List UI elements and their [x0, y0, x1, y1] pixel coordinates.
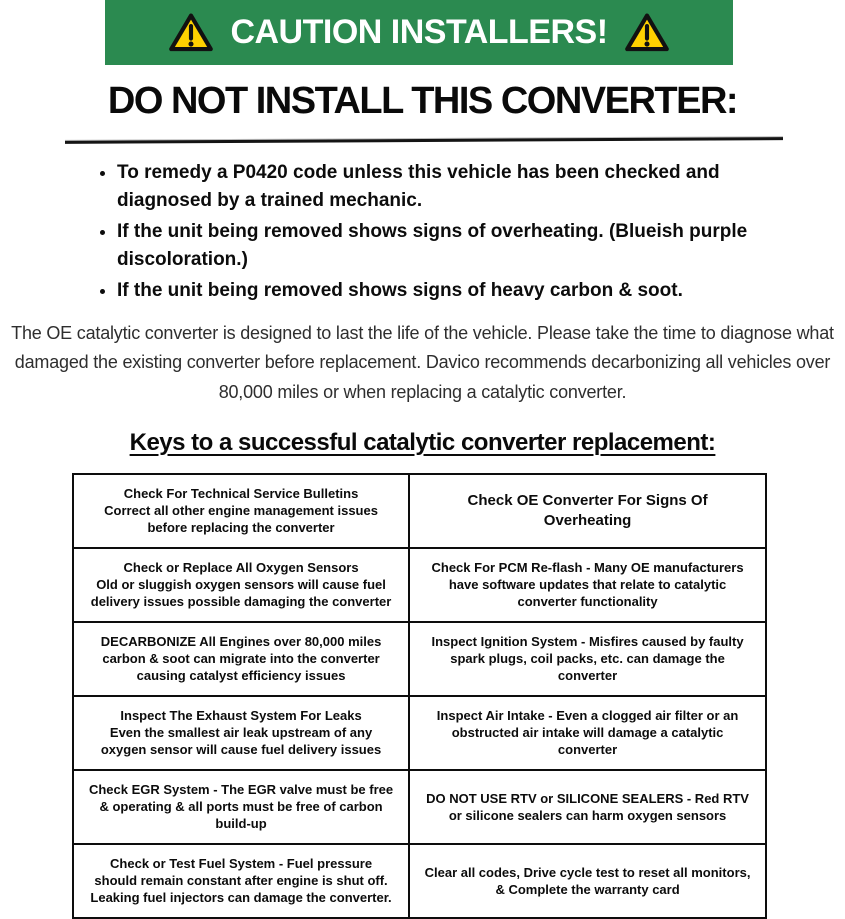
- tip-cell-left: [73, 548, 409, 622]
- table-row: [73, 548, 766, 622]
- tip-cell-right: [409, 474, 766, 548]
- tip-title: Check OE Converter For Signs Of Overheating: [467, 491, 708, 529]
- heading-divider: [65, 137, 783, 144]
- banner-title: CAUTION INSTALLERS!: [230, 13, 608, 51]
- caution-banner: [105, 0, 733, 65]
- table-row: [73, 474, 766, 548]
- warning-triangle-icon: [624, 12, 670, 54]
- tip-title: Check or Test Fuel System - Fuel pressure should remain constant after engine is shut off. Leaking fuel injectors can damage the converter.: [90, 855, 392, 906]
- tip-cell-left: [73, 696, 409, 770]
- tip-cell-right: [409, 622, 766, 696]
- tip-cell-right: [409, 696, 766, 770]
- tip-cell-right: [409, 770, 766, 844]
- tip-cell-left: [73, 770, 409, 844]
- tip-cell-left: [73, 622, 409, 696]
- tip-cell-right: [409, 548, 766, 622]
- bullet-item: • If the unit being removed shows signs of heavy carbon & soot.: [117, 277, 785, 306]
- tip-title: Clear all codes, Drive cycle test to reset all monitors, & Complete the warranty card: [424, 864, 751, 897]
- tip-title: Check For Technical Service Bulletins: [123, 485, 359, 501]
- tip-title: Check or Replace All Oxygen Sensors: [123, 559, 359, 575]
- table-row: [73, 770, 766, 844]
- warning-triangle-icon: [168, 12, 214, 54]
- tip-cell-left: [73, 844, 409, 918]
- intro-paragraph: The OE catalytic converter is designed to last the life of the vehicle. Please take the time to diagnose what damaged the existing converter before replacement. Davico recommends decarbonizing all vehicles over 80,000 miles or when replacing a catalytic converter.: [11, 323, 834, 402]
- tip-detail: Correct all other engine management issues before replacing the converter: [104, 503, 378, 536]
- warning-bullet-list: [95, 159, 785, 306]
- table-row: [73, 622, 766, 696]
- tip-title: Check For PCM Re-flash - Many OE manufacturers have software updates that relate to catalytic converter functionality: [431, 559, 744, 610]
- tip-title: DO NOT USE RTV or SILICONE SEALERS - Red RTV or silicone sealers can harm oxygen sensors: [426, 790, 749, 823]
- tip-title: DECARBONIZE All Engines over 80,000 miles carbon & soot can migrate into the converter causing catalyst efficiency issues: [100, 633, 382, 684]
- tip-title: Inspect Ignition System - Misfires caused by faulty spark plugs, coil packs, etc. can damage the converter: [431, 633, 744, 684]
- table-row: [73, 696, 766, 770]
- table-row: [73, 844, 766, 918]
- bullet-item: • To remedy a P0420 code unless this vehicle has been checked and diagnosed by a trained mechanic.: [117, 159, 785, 216]
- tip-cell-right: [409, 844, 766, 918]
- tip-title: Inspect Air Intake - Even a clogged air filter or an obstructed air intake will damage a catalytic converter: [436, 707, 739, 758]
- keys-heading: Keys to a successful catalytic converter replacement:: [129, 428, 716, 456]
- main-heading: DO NOT INSTALL THIS CONVERTER:: [107, 80, 738, 122]
- tip-detail: Old or sluggish oxygen sensors will cause fuel delivery issues possible damaging the converter: [90, 577, 392, 610]
- bullet-item: • If the unit being removed shows signs of overheating. (Blueish purple discoloration.): [117, 218, 785, 275]
- tip-cell-left: [73, 474, 409, 548]
- tip-title: Inspect The Exhaust System For Leaks: [120, 707, 362, 723]
- tip-detail: Even the smallest air leak upstream of any oxygen sensor will cause fuel delivery issues: [100, 725, 382, 758]
- tips-table: [72, 473, 767, 919]
- tip-title: Check EGR System - The EGR valve must be free & operating & all ports must be free of carbon build-up: [88, 781, 394, 832]
